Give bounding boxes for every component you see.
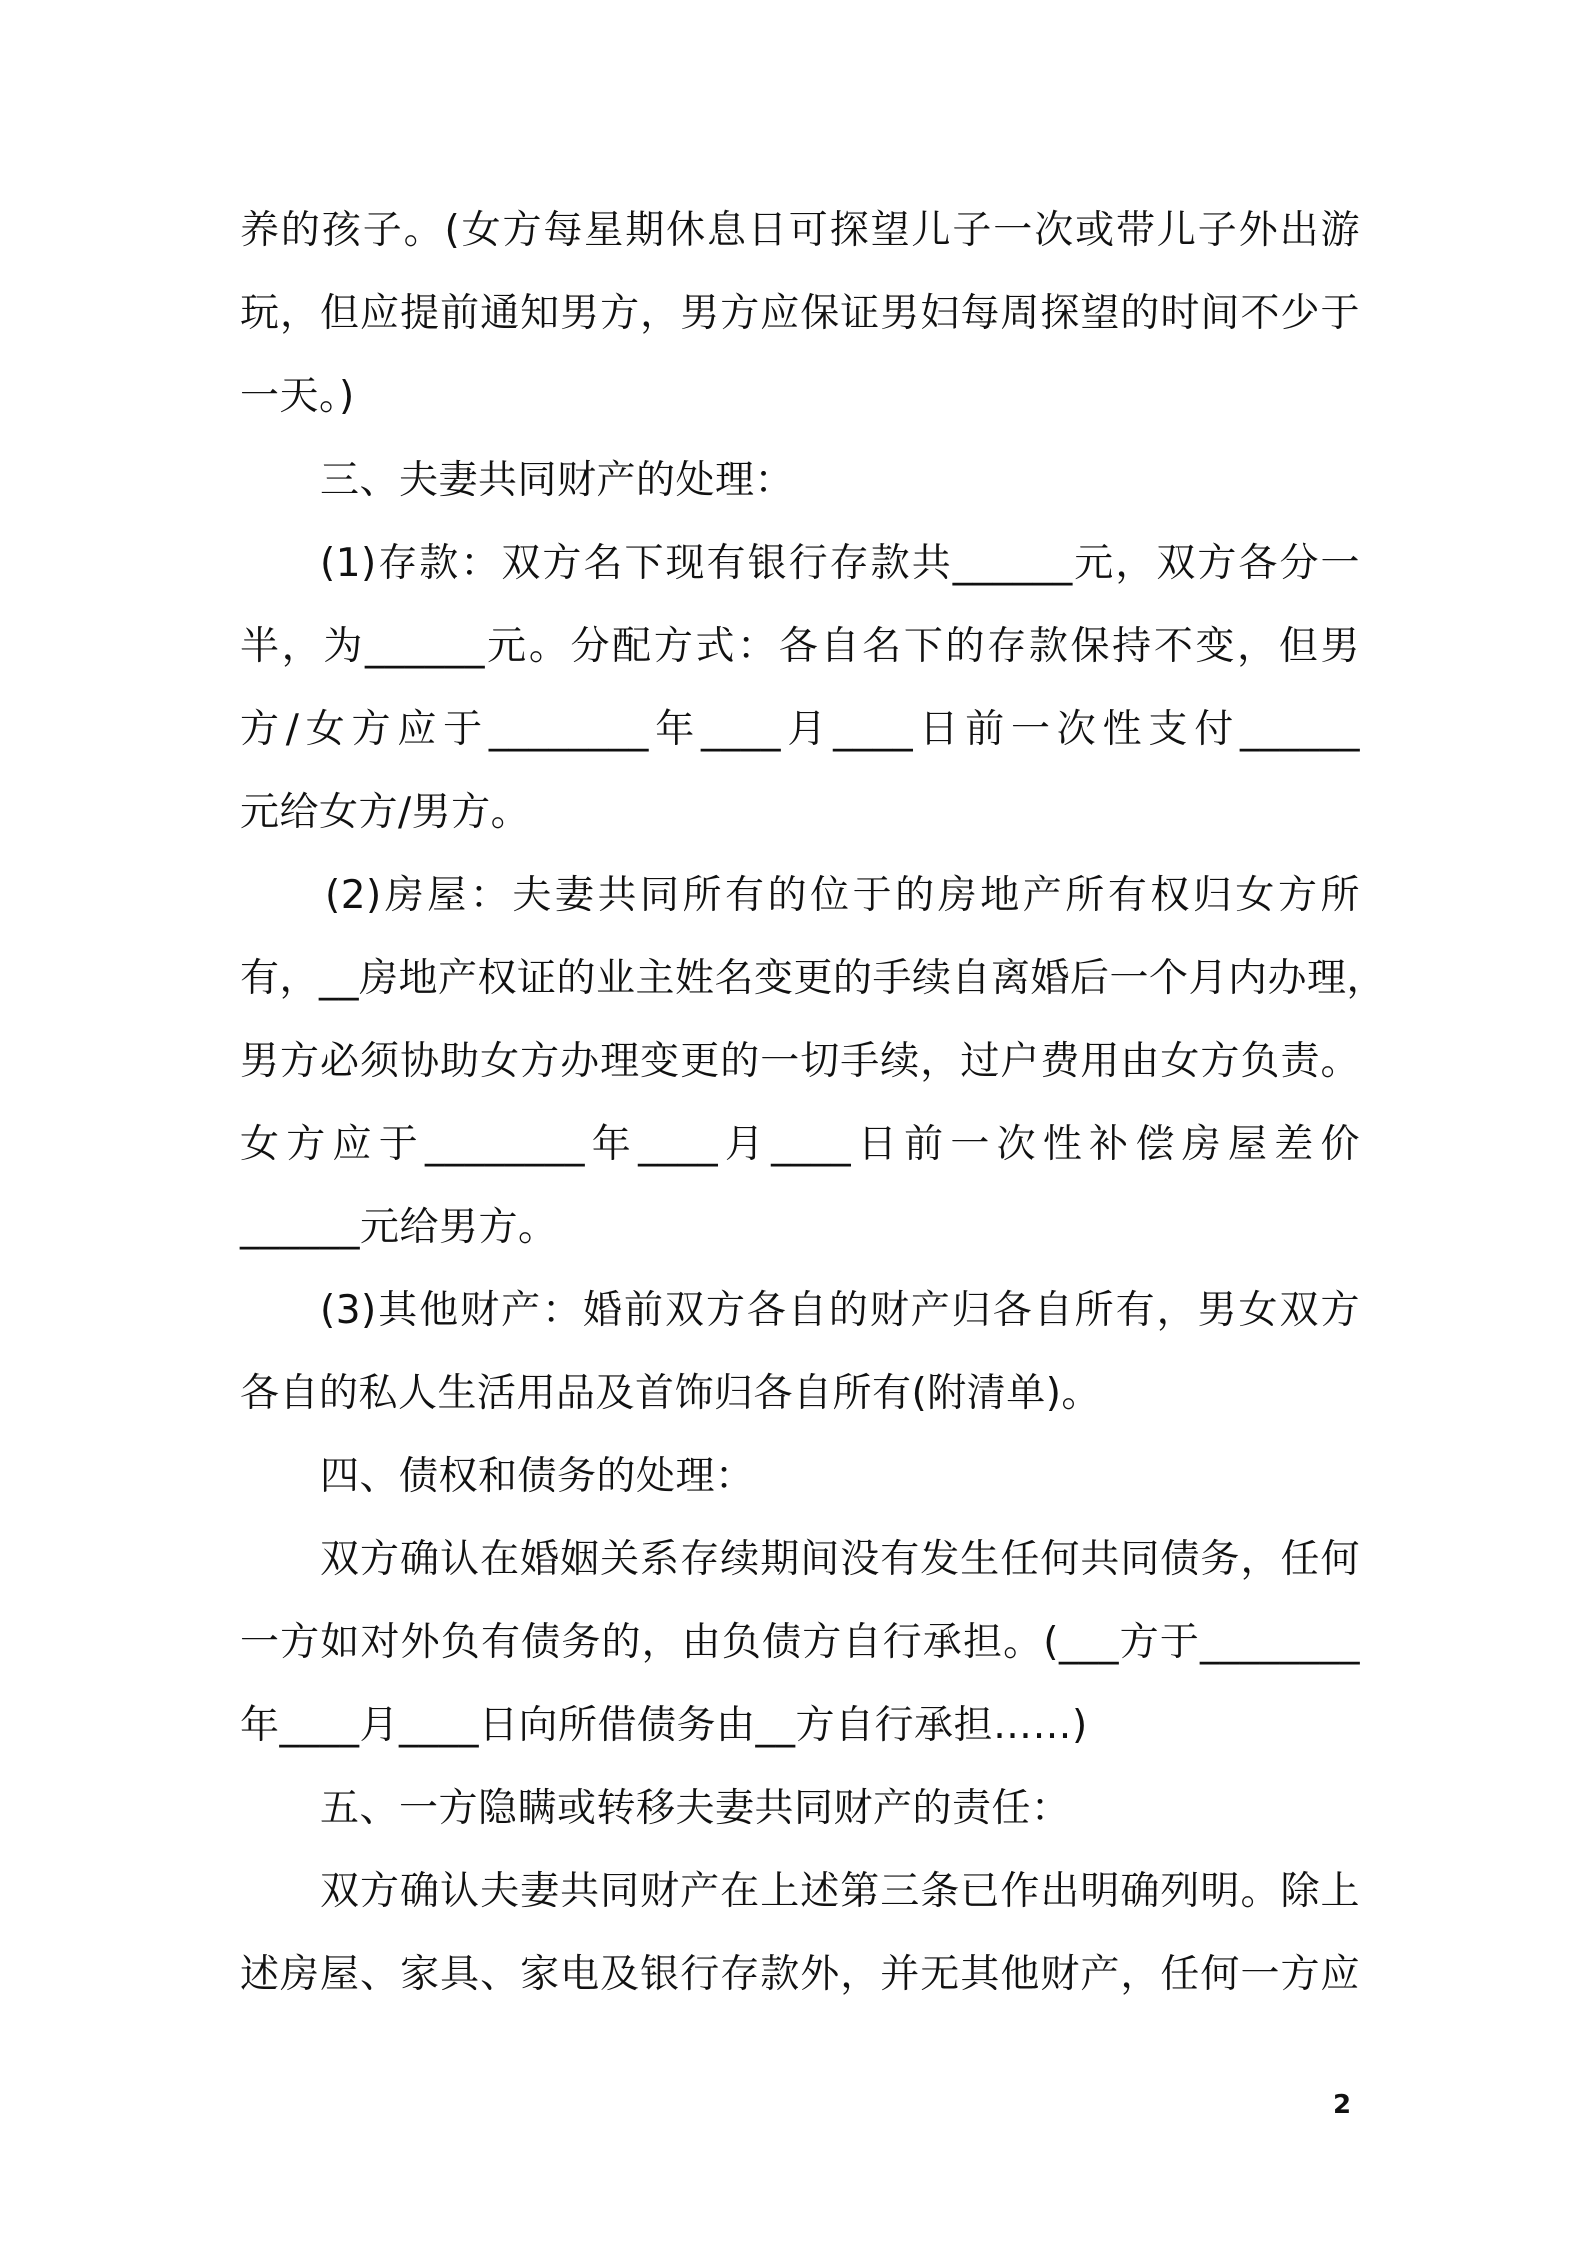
text-line: 双方确认夫妻共同财产在上述第三条已作出明确列明。除上	[320, 1869, 1360, 1914]
text-line: 方/女方应于________年____月____日前一次性支付______	[240, 707, 1360, 752]
section-heading: 四、债权和债务的处理：	[320, 1454, 755, 1499]
text-line: 男方必须协助女方办理变更的一切手续，过户费用由女方负责。	[240, 1039, 1360, 1084]
text-line: 双方确认在婚姻关系存续期间没有发生任何共同债务，任何	[320, 1537, 1360, 1582]
text-line: 有，__房地产权证的业主姓名变更的手续自离婚后一个月内办理，	[240, 956, 1387, 1001]
text-line: ______元给男方。	[240, 1205, 558, 1250]
text-line: (2)房屋：夫妻共同所有的位于的房地产所有权归女方所	[325, 873, 1360, 918]
text-line: (3)其他财产：婚前双方各自的财产归各自所有，男女双方	[320, 1288, 1360, 1333]
text-line: 女方应于________年____月____日前一次性补偿房屋差价	[240, 1122, 1360, 1167]
section-heading: 三、夫妻共同财产的处理：	[320, 458, 795, 503]
text-line: 各自的私人生活用品及首饰归各自所有(附清单)。	[240, 1371, 1101, 1416]
text-line: 一方如对外负有债务的，由负债方自行承担。(___方于________	[240, 1620, 1360, 1665]
text-line: 半，为______元。分配方式：各自名下的存款保持不变，但男	[240, 624, 1360, 669]
page-number: 2	[1333, 2090, 1352, 2120]
text-line: 年____月____日向所借债务由__方自行承担……)	[240, 1703, 1088, 1748]
text-line: 玩，但应提前通知男方，男方应保证男妇每周探望的时间不少于	[240, 291, 1360, 336]
text-line: (1)存款：双方名下现有银行存款共______元，双方各分一	[320, 541, 1360, 586]
text-line: 一天。)	[240, 374, 355, 419]
text-line: 元给女方/男方。	[240, 790, 531, 835]
section-heading: 五、一方隐瞒或转移夫妻共同财产的责任：	[320, 1786, 1071, 1831]
text-line: 养的孩子。(女方每星期休息日可探望儿子一次或带儿子外出游	[240, 208, 1360, 253]
text-line: 述房屋、家具、家电及银行存款外，并无其他财产，任何一方应	[240, 1952, 1360, 1997]
